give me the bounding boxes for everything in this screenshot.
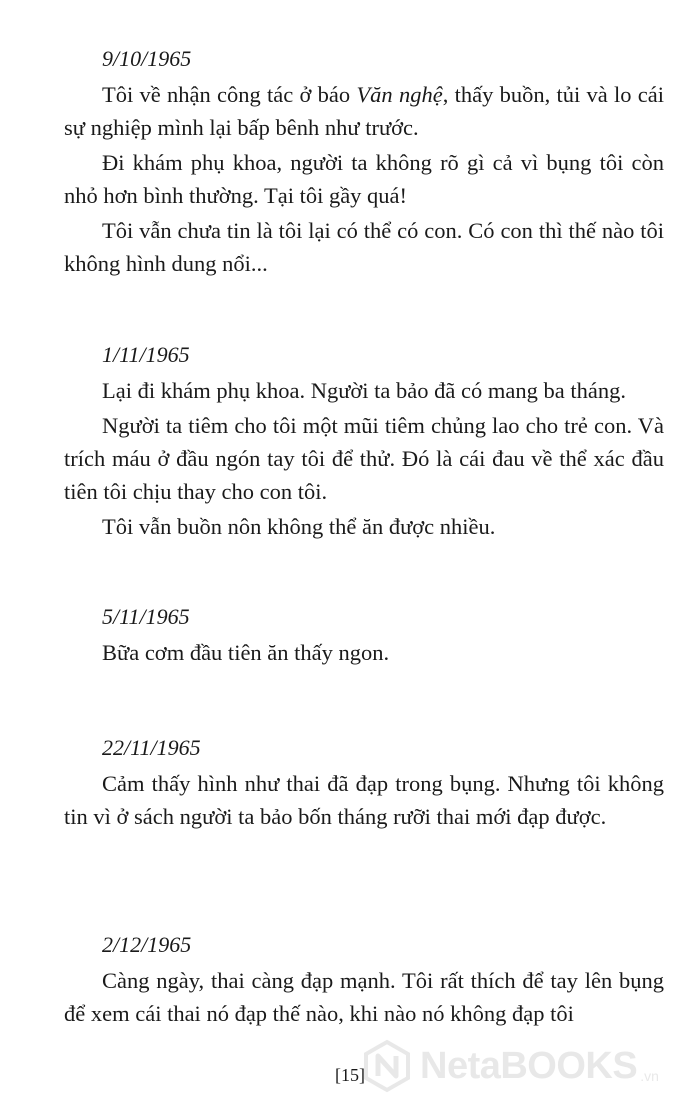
entry-date: 1/11/1965 — [102, 342, 190, 367]
entry-date: 9/10/1965 — [102, 46, 192, 71]
entry-paragraph: Cảm thấy hình như thai đã đạp trong bụng. Nhưng tôi không tin vì ở sách người ta bảo bốn tháng rưỡi thai mới đạp được. — [64, 771, 664, 829]
page-number: [15] — [335, 1065, 365, 1085]
watermark — [360, 1034, 659, 1098]
diary-entry — [64, 602, 664, 671]
entry-date: 2/12/1965 — [102, 932, 192, 957]
entry-paragraph: Bữa cơm đầu tiên ăn thấy ngon. — [102, 640, 390, 665]
entry-paragraph: Tôi vẫn chưa tin là tôi lại có thể có con. Có con thì thế nào tôi không hình dung nổi... — [64, 218, 664, 276]
entry-paragraph: Tôi vẫn buồn nôn không thể ăn được nhiều. — [102, 514, 496, 539]
netabooks-logo-icon — [360, 1039, 414, 1093]
publication-name: Văn nghệ — [356, 82, 443, 107]
diary-entry — [64, 44, 664, 282]
entry-paragraph: Càng ngày, thai càng đạp mạnh. Tôi rất thích để tay lên bụng để xem cái thai nó đạp thế nào, khi nào nó không đạp tôi — [64, 968, 664, 1026]
entry-paragraph: Lại đi khám phụ khoa. Người ta bảo đã có mang ba tháng. — [102, 378, 626, 403]
entry-paragraph: Người ta tiêm cho tôi một mũi tiêm chủng lao cho trẻ con. Và trích máu ở đầu ngón tay tôi để thử. Đó là cái đau về thể xác đầu tiên tôi chịu thay cho con tôi. — [64, 413, 664, 504]
paragraph-text: , thấy buồn, tủi và lo cái sự nghiệp mình lại bấp bênh như trước. — [64, 82, 664, 140]
diary-entry — [64, 340, 664, 545]
entry-paragraph — [64, 78, 664, 144]
paragraph-text: Tôi về nhận công tác ở báo — [102, 82, 357, 107]
entry-paragraph: Đi khám phụ khoa, người ta không rõ gì cả vì bụng tôi còn nhỏ hơn bình thường. Tại tôi gầy quá! — [64, 150, 664, 208]
entry-date: 5/11/1965 — [102, 604, 190, 629]
diary-entry — [64, 930, 664, 1032]
entry-date: 22/11/1965 — [102, 735, 201, 760]
watermark-name: NetaBOOKS — [420, 1044, 638, 1087]
diary-entry — [64, 733, 664, 835]
watermark-tld: .vn — [640, 1068, 659, 1084]
